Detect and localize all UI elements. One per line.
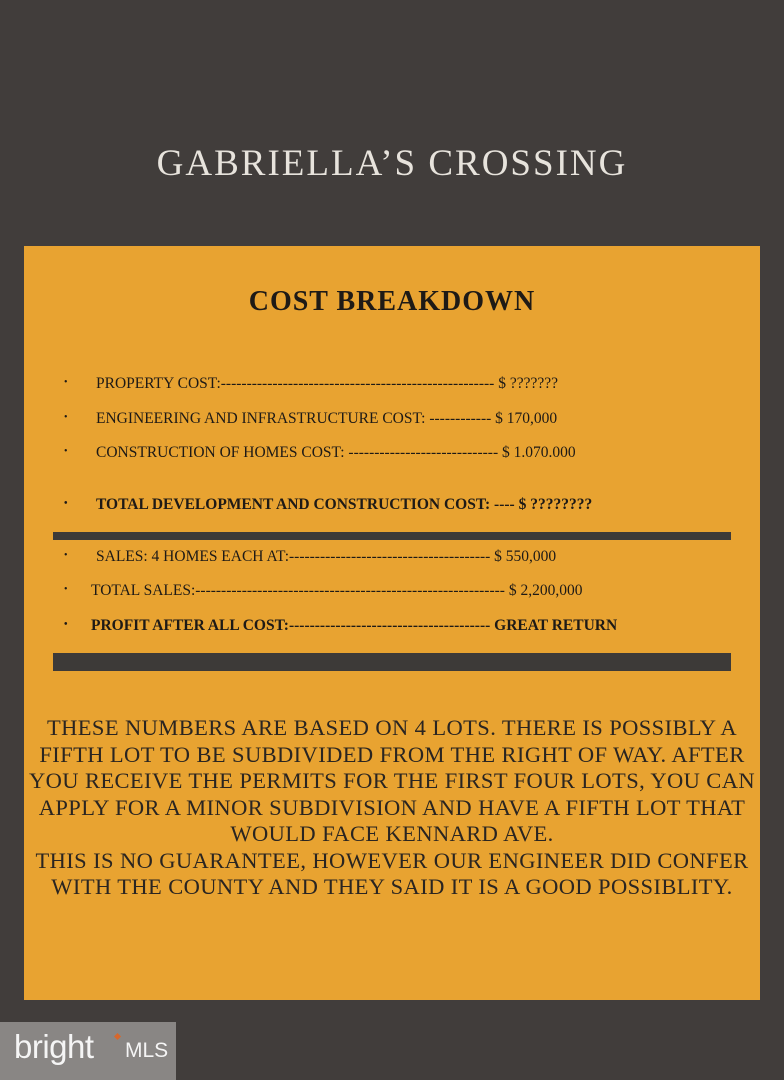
sales-item-label: PROFIT AFTER ALL COST:--------------------------------------- GREAT RETURN [91, 617, 618, 634]
bullet-icon: • [64, 619, 68, 630]
sales-item-label: TOTAL SALES:------------------------------------------------------------ $ 2,200,000 [91, 582, 583, 599]
lot-note [26, 715, 758, 901]
page-title: GABRIELLA’S CROSSING [156, 143, 628, 184]
lot-note-paragraph: THESE NUMBERS ARE BASED ON 4 LOTS. THERE IS POSSIBLY A FIFTH LOT TO BE SUBDIVIDED FROM THE RIGHT OF WAY. AFTER YOU RECEIVE THE PERMITS FOR THE FIRST FOUR LOTS, YOU CAN APPLY FOR A MINOR SUBDIVISION AND HAVE A FIFTH LOT THAT WOULD FACE KENNARD AVE. [28, 715, 755, 846]
cost-item-label: ENGINEERING AND INFRASTRUCTURE COST: ------------ $ 170,000 [96, 410, 558, 427]
bright-mls-watermark [0, 1022, 176, 1080]
watermark-accent-icon [114, 1033, 121, 1040]
sales-item-label: SALES: 4 HOMES EACH AT:--------------------------------------- $ 550,000 [96, 548, 557, 565]
cost-breakdown-heading: COST BREAKDOWN [248, 286, 536, 317]
bullet-icon: • [64, 584, 68, 595]
bullet-icon: • [64, 498, 68, 509]
guarantee-note-paragraph: THIS IS NO GUARANTEE, HOWEVER OUR ENGINEER DID CONFER WITH THE COUNTY AND THEY SAID IT IS A GOOD POSSIBLITY. [35, 847, 749, 899]
cost-item-property [64, 375, 724, 397]
cost-item-engineering [64, 410, 724, 432]
sales-item-profit [64, 617, 724, 639]
cost-item-label: TOTAL DEVELOPMENT AND CONSTRUCTION COST: ---- $ ???????? [96, 496, 593, 513]
watermark-brand: bright [14, 1028, 94, 1065]
bullet-icon: • [64, 550, 68, 561]
bullet-icon: • [64, 446, 68, 457]
sales-item-total [64, 582, 724, 604]
cost-item-construction [64, 444, 724, 466]
section-divider-bottom [53, 653, 731, 671]
cost-item-total-development [64, 496, 724, 518]
cost-item-label: PROPERTY COST:----------------------------------------------------- $ ??????? [96, 375, 558, 392]
bullet-icon: • [64, 412, 68, 423]
watermark-suffix: MLS [125, 1039, 169, 1062]
sales-item-per-home [64, 548, 724, 570]
cost-item-label: CONSTRUCTION OF HOMES COST: ----------------------------- $ 1.070.000 [96, 444, 576, 461]
section-divider-top [53, 532, 731, 540]
bullet-icon: • [64, 377, 68, 388]
